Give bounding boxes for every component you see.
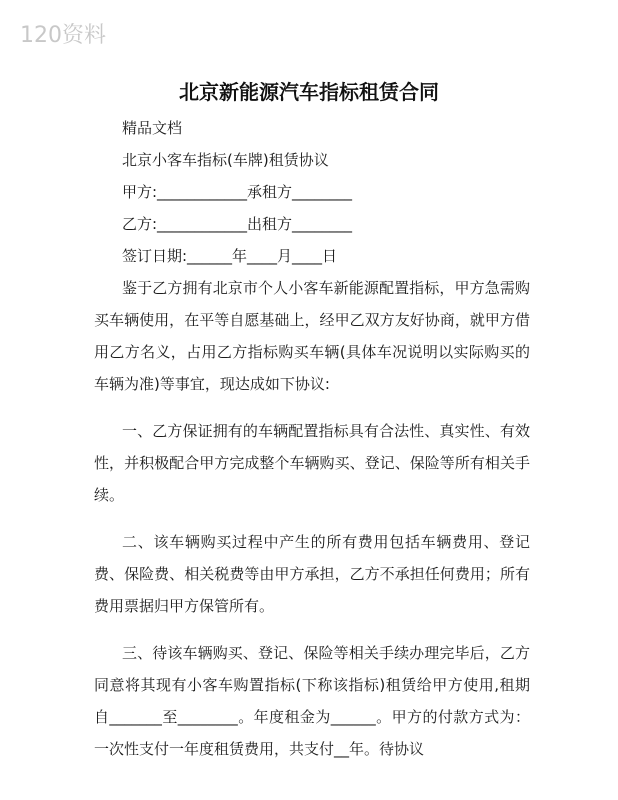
document-body [94,112,530,780]
signing-date-line: 签订日期:______年____月____日 [122,247,338,265]
clause-2-paragraph: 二、该车辆购买过程中产生的所有费用包括车辆费用、登记费、保险费、相关税费等由甲方承担，乙方不承担任何费用；所有费用票据归甲方保管所有。 [94,533,530,615]
party-a-line: 甲方:____________承租方________ [122,183,353,201]
agreement-subtitle: 北京小客车指标(车牌)租赁协议 [122,151,329,169]
label-jingpin: 精品文档 [122,119,183,137]
document-title: 北京新能源汽车指标租赁合同 [179,80,439,104]
clause-1-paragraph: 一、乙方保证拥有的车辆配置指标具有合法性、真实性、有效性，并积极配合甲方完成整个车辆购买、登记、保险等所有相关手续。 [94,422,530,504]
watermark: 120资料 [20,23,106,48]
clause-3-paragraph: 三、待该车辆购买、登记、保险等相关手续办理完毕后，乙方同意将其现有小客车购置指标(下称该指标)租赁给甲方使用,租期自_______至________。年度租金为______。甲方的付款方式为：一次性支付一年度租赁费用，共支付__年。待协议 [94,644,530,758]
preamble-paragraph: 鉴于乙方拥有北京市个人小客车新能源配置指标，甲方急需购买车辆使用，在平等自愿基础上，经甲乙双方友好协商，就甲方借用乙方名义，占用乙方指标购买车辆(具体车况说明以实际购买的车辆为准)等事宜，现达成如下协议: [94,279,530,393]
party-b-line: 乙方:____________出租方________ [122,215,353,233]
